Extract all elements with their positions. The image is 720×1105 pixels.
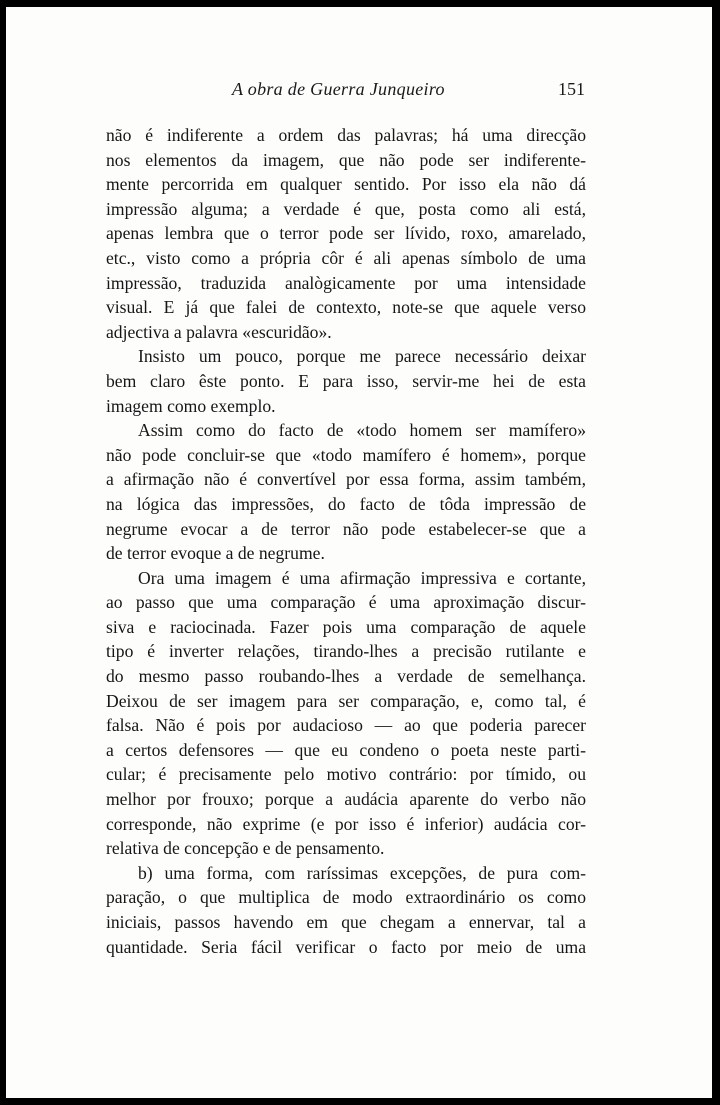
text-line: mente percorrida em qualquer sentido. Por isso ela não dá (106, 174, 586, 195)
text-line: tipo é inverter relações, tirando-lhes a precisão rutilante e (106, 641, 586, 662)
text-line: do mesmo passo roubando-lhes a verdade de semelhança. (106, 666, 586, 687)
body-text (106, 123, 586, 959)
text-line: impressão, traduzida analògicamente por uma intensidade (106, 272, 586, 293)
text-line: paração, o que multiplica de modo extraordinário os como (106, 887, 586, 908)
text-line: apenas lembra que o terror pode ser lívido, roxo, amarelado, (106, 223, 586, 244)
text-line: na lógica das impressões, do facto de tôda impressão de (106, 493, 586, 514)
text-line: negrume evocar a de terror não pode estabelecer-se que a (106, 518, 586, 539)
text-line: bem claro êste ponto. E para isso, servir-me hei de esta (106, 370, 586, 391)
page-header (6, 79, 712, 109)
text-line: cular; é precisamente pelo motivo contrário: por tímido, ou (106, 764, 586, 785)
running-title: A obra de Guerra Junqueiro (232, 79, 445, 99)
text-line: relativa de concepção e de pensamento. (106, 838, 385, 859)
text-line: adjectiva a palavra «escuridão». (106, 321, 332, 342)
book-page (6, 7, 712, 1098)
text-line: imagem como exemplo. (106, 395, 276, 416)
text-line: falsa. Não é pois por audacioso — ao que poderia parecer (106, 715, 586, 736)
page-number: 151 (558, 79, 585, 99)
text-line: b) uma forma, com raríssimas excepções, de pura com- (138, 862, 586, 883)
text-line: siva e raciocinada. Fazer pois uma comparação de aquele (106, 616, 586, 637)
text-line: Assim como do facto de «todo homem ser mamífero» (138, 420, 586, 441)
text-line: visual. E já que falei de contexto, note-se que aquele verso (106, 297, 586, 318)
text-line: não é indiferente a ordem das palavras; há uma direcção (106, 125, 586, 145)
text-line: de terror evoque a de negrume. (106, 543, 325, 564)
text-line: a afirmação não é convertível por essa forma, assim também, (106, 469, 586, 490)
text-line: etc., visto como a própria côr é ali apenas símbolo de uma (106, 247, 586, 268)
text-line: ao passo que uma comparação é uma aproximação discur- (106, 592, 586, 613)
text-line: corresponde, não exprime (e por isso é inferior) audácia cor- (106, 813, 586, 834)
text-line: melhor por frouxo; porque a audácia aparente do verbo não (106, 789, 586, 810)
text-line: iniciais, passos havendo em que chegam a ennervar, tal a (106, 912, 586, 932)
text-line: a certos defensores — que eu condeno o poeta neste parti- (106, 739, 586, 760)
text-line: impressão alguma; a verdade é que, posta como ali está, (106, 198, 586, 219)
text-line: não pode concluir-se que «todo mamífero é homem», porque (106, 444, 586, 465)
text-line: Deixou de ser imagem para ser comparação, e, como tal, é (106, 690, 586, 711)
text-line: Ora uma imagem é uma afirmação impressiva e cortante, (138, 567, 586, 588)
text-line: Insisto um pouco, porque me parece necessário deixar (138, 346, 586, 367)
text-line: quantidade. Seria fácil verificar o facto por meio de uma (106, 936, 586, 957)
text-line: nos elementos da imagem, que não pode ser indiferente- (106, 149, 586, 170)
